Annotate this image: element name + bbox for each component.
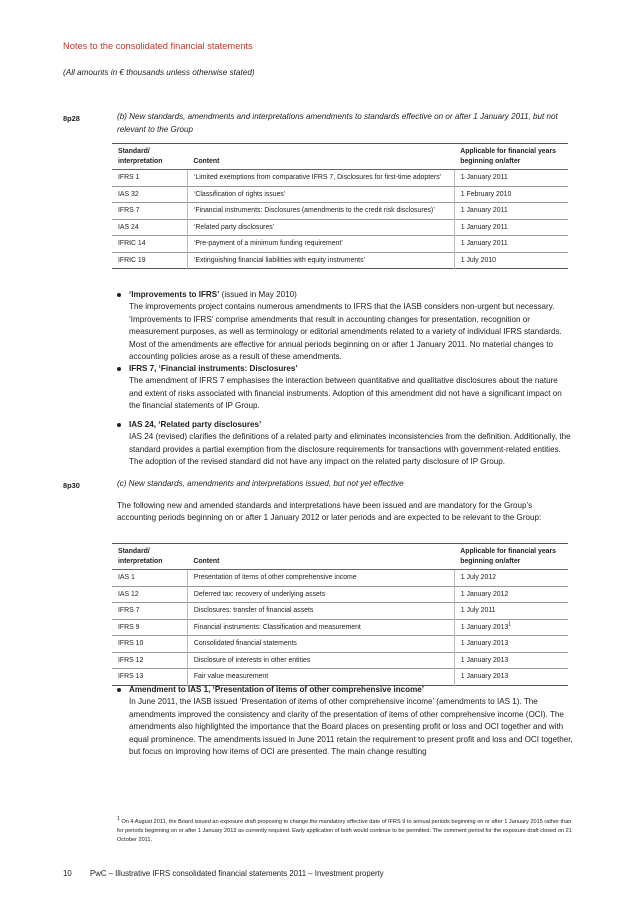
margin-reference-c: 8p30 [63,481,80,490]
cell-standard: IFRIC 19 [112,252,187,269]
bullet-ifrs7 [117,363,573,413]
cell-content: ‘Extinguishing financial liabilities with equity instruments’ [187,252,454,269]
footnote-marker: 1 [508,621,512,628]
cell-date: 1 January 2013 [454,636,568,653]
footnote-text: On 4 August 2011, the Board issued an exposure draft proposing to change the mandatory effective date of IFRS 9 to annual periods beginning on or after 1 January 2015 rather than for periods beginning on or after 1 January 2013 as currently required. Early application of both would continue to be permitted. The comment period for the exposure draft closed on 21 October 2011. [117,819,572,843]
table-standards-effective-2011 [112,143,568,269]
cell-content: Deferred tax: recovery of underlying assets [187,586,454,603]
bullet-icon [117,367,121,371]
cell-date: 1 July 2011 [454,603,568,620]
col-header-applicable: Applicable for financial years beginning on/after [454,544,568,570]
cell-standard: IAS 1 [118,574,135,581]
cell-content: ‘Related party disclosures’ [187,219,454,236]
cell-content: ‘Financial instruments: Disclosures (amendments to the credit risk disclosures)’ [187,203,454,220]
amounts-note: (All amounts in € thousands unless otherwise stated) [63,68,255,77]
cell-date: 1 July 2010 [454,252,568,269]
cell-content: Financial instruments: Classification and measurement [187,619,454,636]
cell-standard: IAS 24 [112,219,187,236]
footnote-marker: 1 [117,816,120,823]
cell-date: 1 January 2013 [454,652,568,669]
cell-content: ‘Limited exemptions from comparative IFRS 7, Disclosures for first-time adopters’ [187,170,454,187]
cell-date: 1 January 2012 [454,586,568,603]
table-row [112,203,568,220]
bullet-text: IAS 24 (revised) clarifies the definitions of a related party and eliminates inconsistencies from the definition. Additionally, the standard provides a partial exemption from the disclosure requirements for transactions with government-related entities. The adoption of the revised standard did not have any impact on the related party disclosure of IP Group. [129,432,571,467]
col-header-standard: Standard/ interpretation [112,144,187,170]
cell-content: ‘Classification of rights issues’ [187,186,454,203]
bullet-amendment-ias1 [117,684,573,758]
table-row [112,170,568,187]
table-row [112,603,568,620]
cell-standard: IFRS 7 [112,203,187,220]
bullet-title: IAS 24, ‘Related party disclosures’ [129,420,262,429]
cell-date: 1 January 2011 [454,203,568,220]
cell-standard: IFRS 7 [112,603,187,620]
margin-reference-b: 8p28 [63,114,80,123]
table-row [112,236,568,253]
table-row [112,570,568,587]
cell-date: 1 January 2011 [454,219,568,236]
cell-content: Disclosures: transfer of financial assets [187,603,454,620]
cell-date: 1 January 2013$^1$ [454,619,568,636]
cell-standard: IAS 12 [112,586,187,603]
table-row [112,652,568,669]
bullet-title: Amendment to IAS 1, ‘Presentation of items of other comprehensive income’ [129,685,425,694]
page-header-title: Notes to the consolidated financial statements [63,41,253,51]
bullet-text: The improvements project contains numerous amendments to IFRS that the IASB considers non-urgent but necessary. ‘Improvements to IFRS’ comprise amendments that result in accounting changes for presentation, recognition or measurement purposes, as well as terminology or editorial amendments related to a variety of individual IFRS standards. Most of the amendments are effective for annual periods beginning on or after 1 January 2011. No material changes to accounting policies arose as a result of these amendments. [129,302,562,362]
table-row [112,619,568,636]
cell-date: 1 January 2011 [454,170,568,187]
table-row [112,219,568,236]
cell-date: 1 January 2013 [454,669,568,686]
cell-date: 1 July 2012 [454,570,568,587]
footnote [117,818,572,845]
cell-content: Fair value measurement [187,669,454,686]
bullet-ias24 [117,419,573,469]
cell-standard: IFRS 9 [112,619,187,636]
bullet-improvements-to-ifrs [117,289,573,363]
page-number: 10 [63,869,72,878]
cell-date: 1 February 2010 [454,186,568,203]
col-header-content: Content [187,144,454,170]
table-row [112,586,568,603]
bullet-text: The amendment of IFRS 7 emphasises the interaction between quantitative and qualitative disclosures about the nature and extent of risks associated with financial instruments. Adoption of this amendment did not have a significant impact on the financial statements of IP Group. [129,376,562,411]
bullet-text: In June 2011, the IASB issued ‘Presentation of items of other comprehensive income’ (amendments to IAS 1). The amendments improved the consistency and clarity of the presentation of items of other comprehensive income (OCI). The amendments also highlighted the importance that the Board places on presenting profit or loss and OCI together and with equal prominence. The amendments issued in June 2011 retain the requirement to present profit and loss and OCI together, but focus on improving how items of OCI are presented. The main change resulting [129,697,573,757]
cell-standard: IAS 32 [112,186,187,203]
bullet-title-suffix: (issued in May 2010) [219,290,297,299]
table-row [112,186,568,203]
cell-standard: IFRIC 14 [112,236,187,253]
cell-standard: IFRS 10 [112,636,187,653]
section-b-heading: (b) New standards, amendments and interpretations amendments to standards effective on or after 1 January 2011, but not relevant to the Group [117,112,558,134]
cell-date: 1 January 2011 [454,236,568,253]
bullet-title: IFRS 7, ‘Financial instruments: Disclosures’ [129,364,298,373]
section-c-intro: The following new and amended standards and interpretations have been issued and are mandatory for the Group’s accounting periods beginning on or after 1 January 2012 or later periods and are expected to be relevant to the Group: [117,501,542,523]
bullet-icon [117,423,121,427]
cell-content: ‘Pre-payment of a minimum funding requirement’ [187,236,454,253]
bullet-title: ‘Improvements to IFRS’ [129,290,220,299]
cell-content: Disclosure of interests in other entities [187,652,454,669]
cell-standard: IFRS 13 [112,669,187,686]
footer-text: PwC – Illustrative IFRS consolidated financial statements 2011 – Investment property [90,869,384,878]
cell-content: Presentation of items of other comprehensive income [187,570,454,587]
cell-content: Consolidated financial statements [187,636,454,653]
section-c-heading: (c) New standards, amendments and interpretations issued, but not yet effective [117,479,404,488]
cell-standard: IFRS 12 [112,652,187,669]
table-row [112,636,568,653]
col-header-content: Content [187,544,454,570]
col-header-applicable: Applicable for financial years beginning on/after [454,144,568,170]
col-header-standard: Standard/ interpretation [112,544,187,570]
bullet-icon [117,688,121,692]
table-standards-not-yet-effective [112,543,568,686]
bullet-icon [117,293,121,297]
table-row [112,669,568,686]
table-row [112,252,568,269]
cell-standard: IFRS 1 [118,174,140,181]
